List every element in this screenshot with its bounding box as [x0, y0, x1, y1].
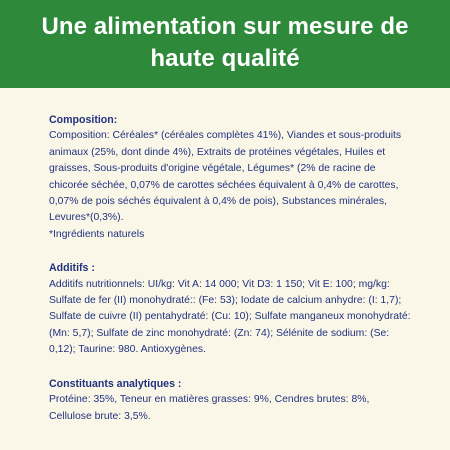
- product-details: [49, 112, 411, 425]
- page-title: Une alimentation sur mesure de haute qualité: [41, 13, 409, 72]
- analytical-constituents-section: [49, 376, 411, 425]
- additives-heading: Additifs :: [49, 262, 95, 275]
- analytical-constituents-heading: Constituants analytiques :: [49, 377, 182, 390]
- title-banner: [0, 0, 450, 88]
- additives-section: [49, 260, 411, 358]
- additives-text: Additifs nutritionnels: UI/kg: Vit A: 14 000; Vit D3: 1 150; Vit E: 100; mg/kg: Sulfate de fer (II) monohydraté:: (Fe: 53); Iodate de calcium anhydre: (I: 1,7); Sulfate de cuivre (II) pentahydraté: (Cu: 10); Sulfate manganeux monohydraté: (Mn: 5,7); Sulfate de zinc monohydraté: (Zn: 74); Sélénite de sodium: (Se: 0,12); Taurine: 980. Antioxygènes.: [49, 278, 411, 356]
- composition-heading: Composition:: [49, 114, 118, 126]
- natural-ingredients-note: *Ingrédients naturels: [49, 228, 145, 240]
- composition-section: [49, 112, 411, 243]
- analytical-constituents-text: Protéine: 35%, Teneur en matières grasses: 9%, Cendres brutes: 8%, Cellulose brute: 3,5%.: [49, 394, 370, 422]
- composition-text: Composition: Céréales* (céréales complètes 41%), Viandes et sous-produits animaux (25%, dont dinde 4%), Extraits de protéines végétales, Huiles et graisses, Sous-produits d'origine végétale, Légumes* (2% de racine de chicorée séchée, 0,07% de carottes séchées équivalent à 0,4% de carottes, 0,07% de pois séchés équivalent à 0,4% de pois), Substances minérales, Levures*(0,3%).: [49, 130, 402, 224]
